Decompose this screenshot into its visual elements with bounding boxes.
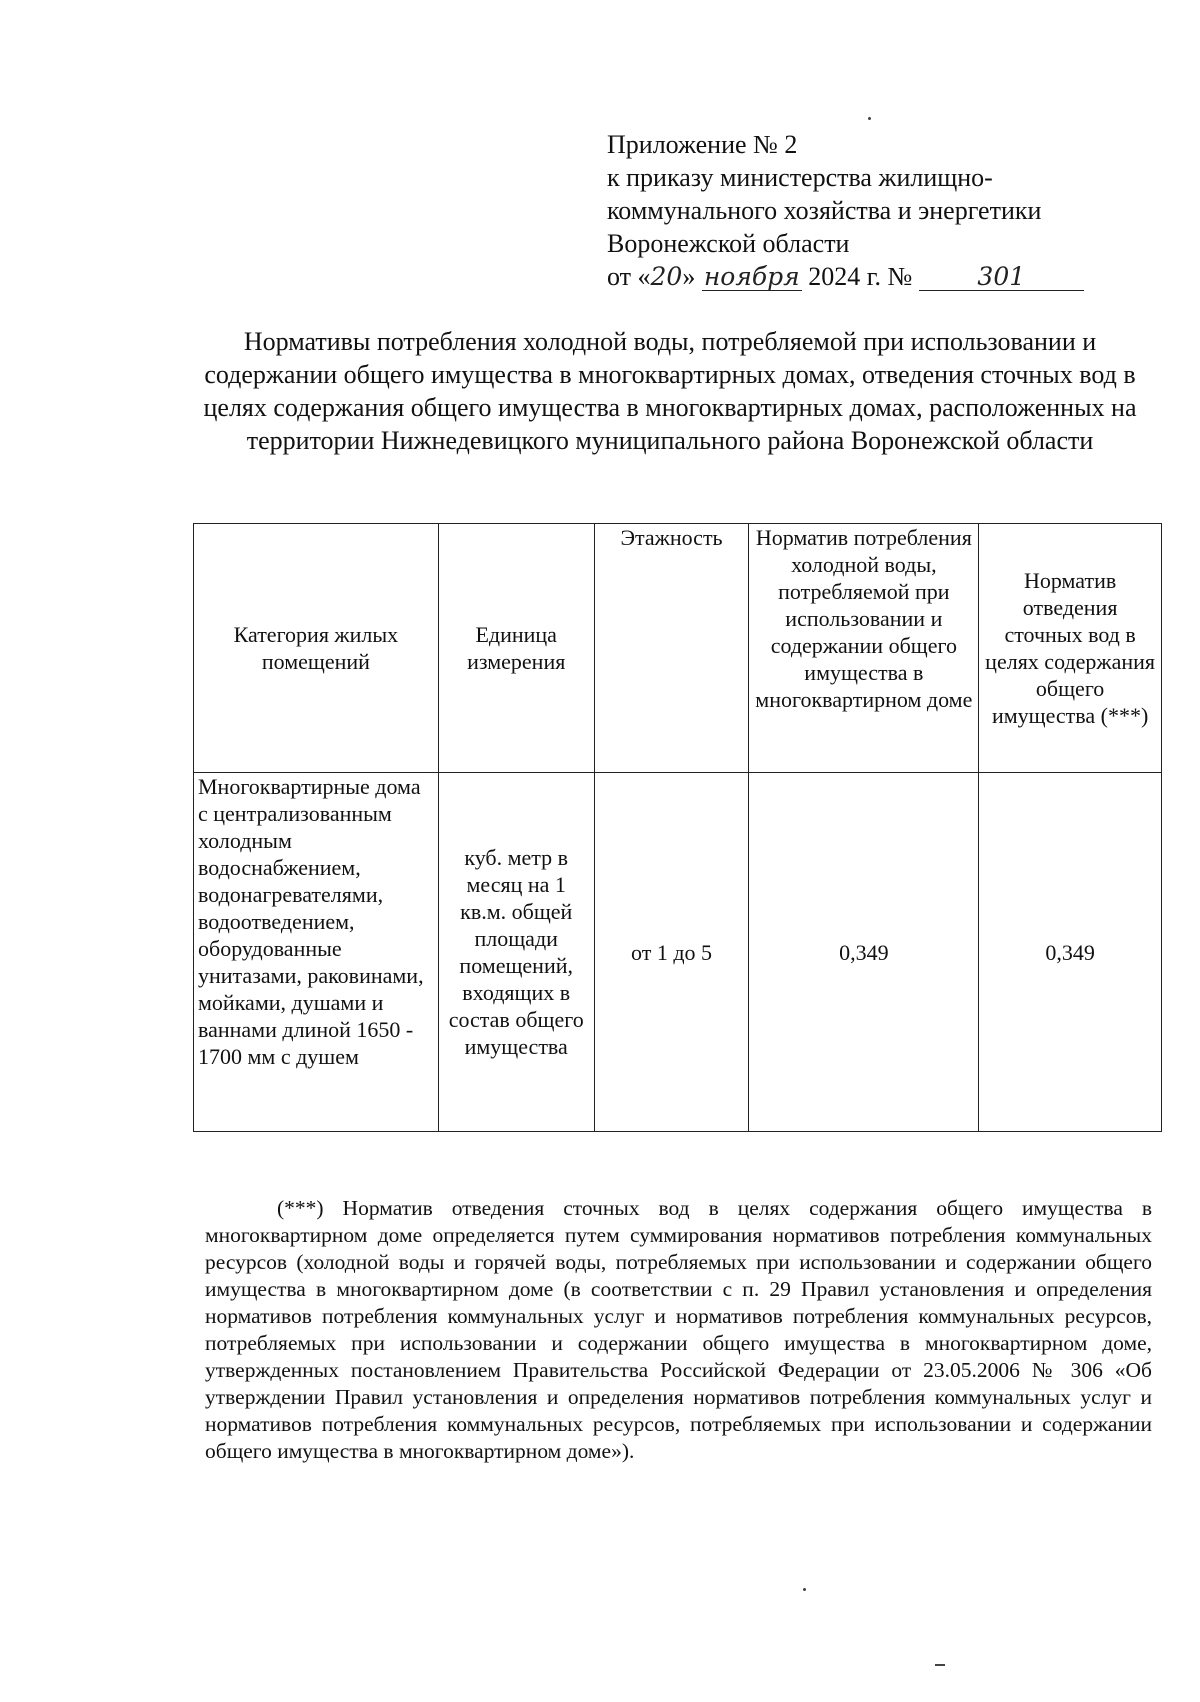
- annex-line-4: Воронежской области: [607, 229, 850, 258]
- cell-category: Многоквартирные дома с централизованным холодным водоснабжением, водонагревателями, водоотведением, оборудованные унитазами, раковинами, мойками, душами и ваннами длиной 1650 - 1700 мм с душем: [194, 773, 439, 1132]
- date-prefix: от «: [607, 262, 651, 291]
- header-wastewater: Норматив отведения сточных вод в целях содержания общего имущества (***): [979, 524, 1162, 773]
- order-number: 301: [919, 264, 1084, 291]
- annex-line-2: к приказу министерства жилищно-: [607, 163, 993, 192]
- header-unit: Единица измерения: [438, 524, 594, 773]
- annex-header: [607, 128, 1167, 293]
- cell-cold-water: 0,349: [749, 773, 979, 1132]
- header-category: Категория жилых помещений: [194, 524, 439, 773]
- scan-speck: [868, 117, 871, 120]
- date-year: 2024 г. №: [801, 262, 919, 291]
- cell-wastewater: 0,349: [979, 773, 1162, 1132]
- annex-line-1: Приложение № 2: [607, 130, 798, 159]
- date-day: 20: [650, 262, 683, 291]
- table-header-row: [194, 524, 1162, 773]
- date-sep: »: [682, 262, 696, 291]
- scan-speck: [803, 1588, 806, 1591]
- norms-table: [193, 523, 1162, 1132]
- header-cold-water: Норматив потребления холодной воды, потребляемой при использовании и содержании общего имущества в многоквартирном доме: [749, 524, 979, 773]
- footnote: (***) Норматив отведения сточных вод в целях содержания общего имущества в многоквартирном доме определяется путем суммирования нормативов потребления коммунальных ресурсов (холодной воды и горячей воды, потребляемых при использовании и содержании общего имущества в многоквартирном доме (в соответствии с п. 29 Правил установления и определения нормативов потребления коммунальных услуг и нормативов потребления коммунальных ресурсов, потребляемых при использовании и содержании общего имущества в многоквартирном доме, утвержденных постановлением Правительства Российской Федерации от 23.05.2006 № 306 «Об утверждении Правил установления и определения нормативов потребления коммунальных услуг и нормативов потребления коммунальных ресурсов, потребляемых при использовании и содержании общего имущества в многоквартирном доме»).: [205, 1196, 1152, 1463]
- cell-unit: куб. метр в месяц на 1 кв.м. общей площади помещений, входящих в состав общего имущества: [438, 773, 594, 1132]
- document-title: Нормативы потребления холодной воды, потребляемой при использовании и содержании общего имущества в многоквартирных домах, отведения сточных вод в целях содержания общего имущества в многоквартирных домах, расположенных на территории Нижнедевицкого муниципального района Воронежской области: [203, 327, 1137, 455]
- date-month: ноября: [703, 262, 800, 291]
- header-floors: Этажность: [594, 524, 749, 773]
- annex-date-line: [607, 260, 1167, 293]
- cell-floors: от 1 до 5: [594, 773, 749, 1132]
- scan-speck: [935, 1664, 945, 1666]
- annex-line-3: коммунального хозяйства и энергетики: [607, 196, 1042, 225]
- table-row: [194, 773, 1162, 1132]
